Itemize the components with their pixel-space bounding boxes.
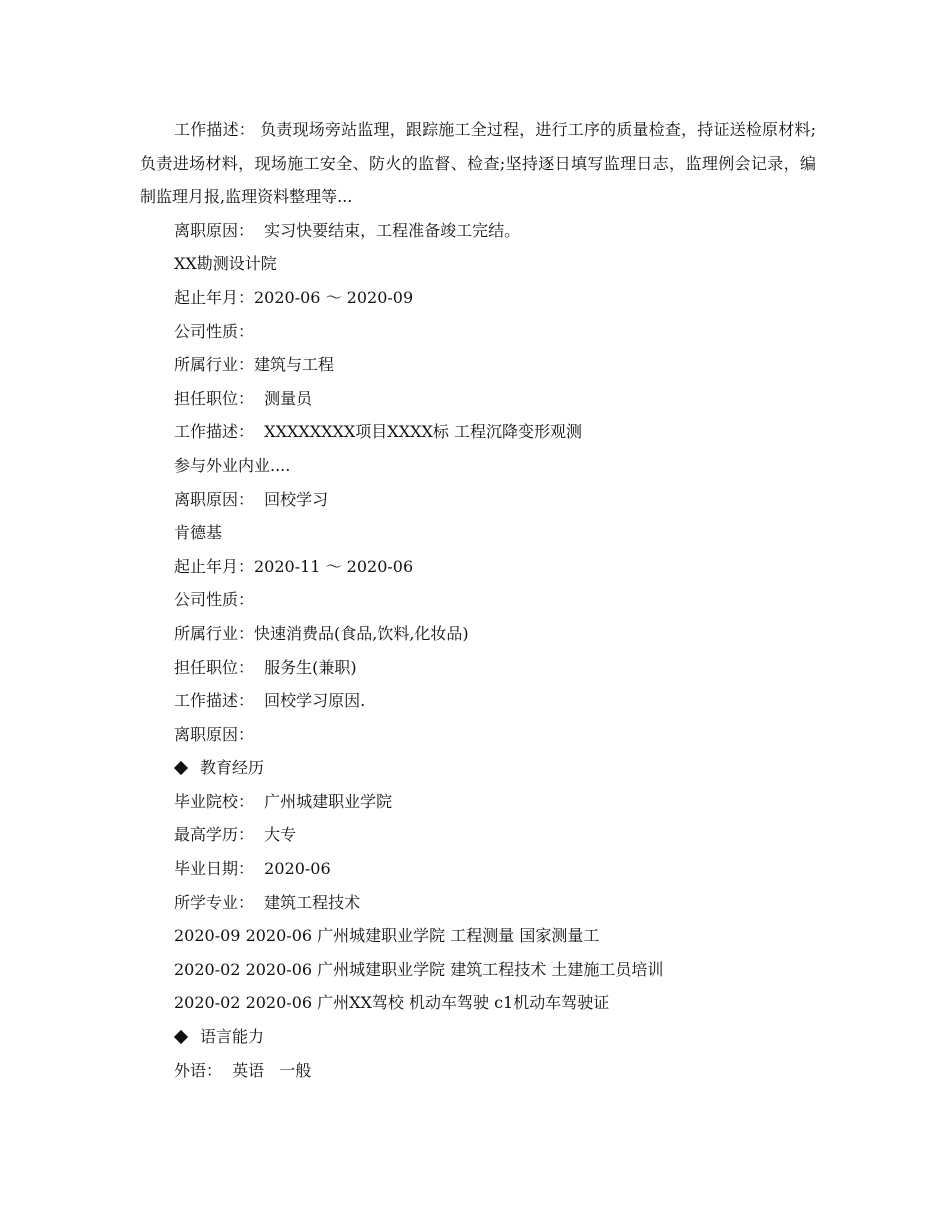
education-section-header: [140, 751, 816, 785]
leave-reason-line: 离职原因： 实习快要结束，工程准备竣工完结。: [174, 220, 521, 240]
training-line: 2020-02 2020-06 广州城建职业学院 建筑工程技术 土建施工员培训: [174, 959, 664, 979]
degree-line: 最高学历： 大专: [174, 825, 297, 845]
training-line: 2020-09 2020-06 广州城建职业学院 工程测量 国家测量工: [174, 926, 600, 946]
period-line: 起止年月：2020-06 ～ 2020-09: [174, 287, 414, 307]
work-description-paragraph: 工作描述： 负责现场旁站监理，跟踪施工全过程，进行工序的质量检查，持证送检原材料;负责进场材料，现场施工安全、防火的监督、检查;坚持逐日填写监理日志，监理例会记录，编制监理月报,监理资料整理等...: [140, 120, 816, 207]
industry-line: 所属行业：快速消费品(食品,饮料,化妆品): [174, 623, 469, 643]
company-nature-line: 公司性质：: [174, 590, 255, 610]
work-description-line: 工作描述： 回校学习原因.: [174, 691, 366, 711]
diamond-bullet-icon: [174, 761, 188, 775]
work-description-line: 工作描述： XXXXXXXX项目XXXX标 工程沉降变形观测: [174, 422, 582, 442]
training-line: 2020-02 2020-06 广州XX驾校 机动车驾驶 c1机动车驾驶证: [174, 993, 610, 1013]
position-line: 担任职位： 测量员: [174, 388, 313, 408]
foreign-language-line: 外语： 英语 一般: [174, 1060, 312, 1080]
education-header-label: 教育经历: [200, 758, 265, 778]
language-section-header: [140, 1020, 816, 1054]
work-description-continued: 参与外业内业....: [174, 455, 291, 475]
company-name: XX勘测设计院: [174, 254, 277, 274]
school-line: 毕业院校： 广州城建职业学院: [174, 791, 393, 811]
period-line: 起止年月：2020-11 ～ 2020-06: [174, 556, 414, 576]
leave-reason-line: 离职原因： 回校学习: [174, 489, 329, 509]
diamond-bullet-icon: [174, 1030, 188, 1044]
industry-line: 所属行业：建筑与工程: [174, 355, 335, 375]
graduation-date-line: 毕业日期： 2020-06: [174, 859, 331, 879]
leave-reason-line: 离职原因：: [174, 724, 255, 744]
resume-content: [140, 113, 816, 1087]
major-line: 所学专业： 建筑工程技术: [174, 892, 361, 912]
position-line: 担任职位： 服务生(兼职): [174, 657, 357, 677]
company-nature-line: 公司性质：: [174, 321, 255, 341]
language-header-label: 语言能力: [200, 1027, 265, 1047]
company-name: 肯德基: [174, 523, 223, 543]
